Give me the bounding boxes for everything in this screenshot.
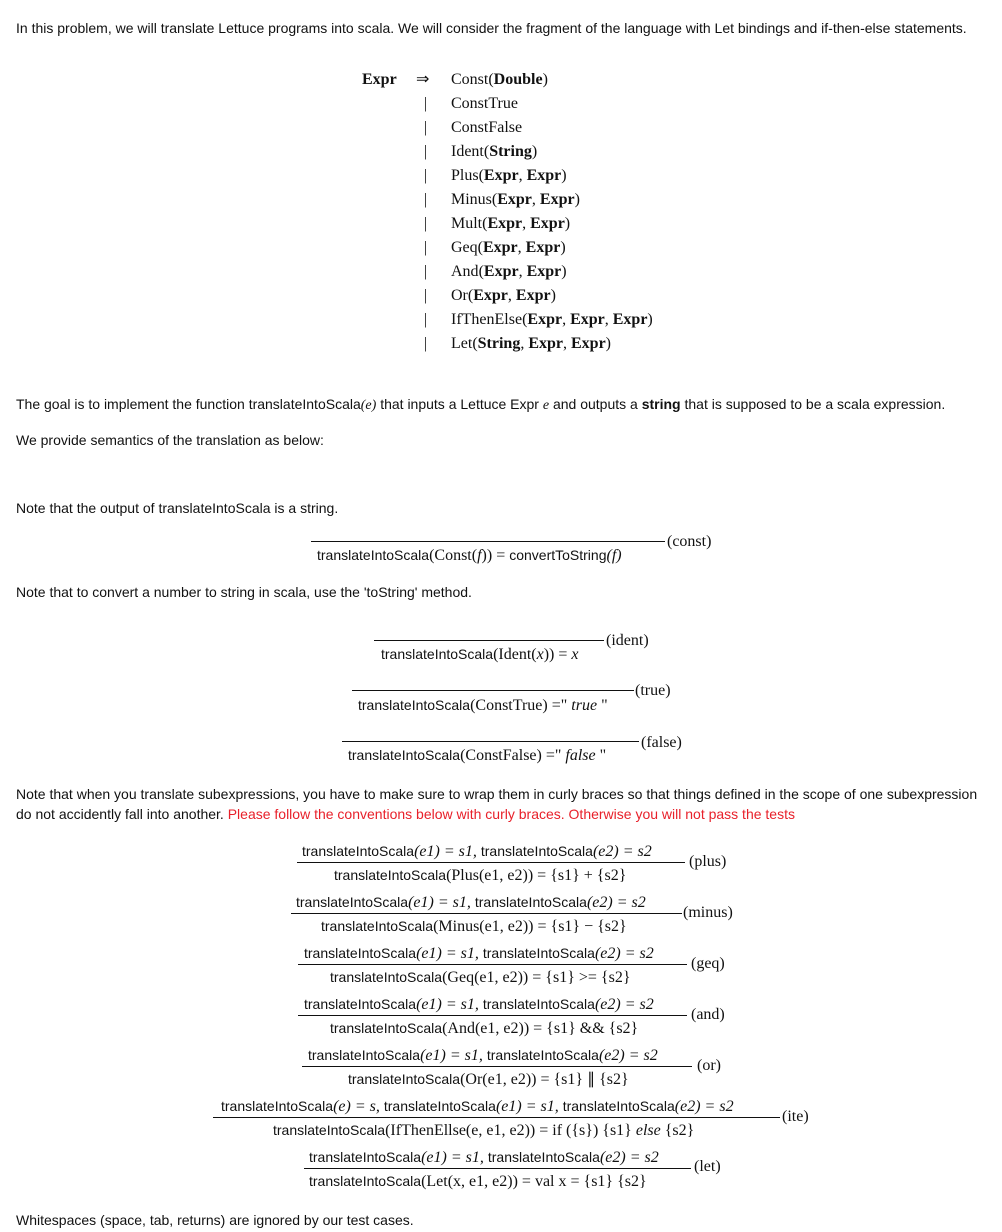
rule-tag: (minus) xyxy=(683,904,733,921)
rule-conclusion: translateIntoScala(Plus(e1, e2)) = {s1} + {s2} xyxy=(334,867,627,884)
rule-premise: translateIntoScala(e1) = s1, translateIntoScala(e2) = s2 xyxy=(309,1149,659,1166)
rule-conclusion: translateIntoScala(Const(f)) = convertToString(f) xyxy=(317,547,622,564)
rule-line xyxy=(311,541,665,542)
rule-tag: (true) xyxy=(635,682,671,699)
grammar-production: Let(String, Expr, Expr) xyxy=(451,335,611,352)
rule-tag: (false) xyxy=(641,734,682,751)
rule-line xyxy=(298,964,687,965)
rule-line xyxy=(213,1117,780,1118)
rule-conclusion: translateIntoScala(And(e1, e2)) = {s1} && {s2} xyxy=(330,1020,639,1037)
grammar-bar: | xyxy=(424,263,428,280)
intro-text: In this problem, we will translate Lettuce programs into scala. We will consider the fragment of the language with Let bindings and if-then-else statements. xyxy=(16,20,967,36)
grammar-production: Mult(Expr, Expr) xyxy=(451,215,571,232)
rule-conclusion: translateIntoScala(ConstFalse) =" false " xyxy=(348,747,607,764)
grammar-production: ConstTrue xyxy=(451,95,518,112)
rule-premise: translateIntoScala(e) = s, translateIntoScala(e1) = s1, translateIntoScala(e2) = s2 xyxy=(221,1098,734,1115)
grammar-production: IfThenElse(Expr, Expr, Expr) xyxy=(451,311,653,328)
grammar-bar: | xyxy=(424,335,428,352)
rule-conclusion: translateIntoScala(Geq(e1, e2)) = {s1} >= {s2} xyxy=(330,969,631,986)
rule-tag: (let) xyxy=(694,1158,721,1175)
rule-premise: translateIntoScala(e1) = s1, translateIntoScala(e2) = s2 xyxy=(302,843,652,860)
rule-line xyxy=(302,1066,692,1067)
grammar-lhs: Expr xyxy=(362,71,397,88)
rule-conclusion: translateIntoScala(Minus(e1, e2)) = {s1} − {s2} xyxy=(321,918,627,935)
rule-tag: (ident) xyxy=(606,632,649,649)
goal-text: The goal is to implement the function translateIntoScala(e) that inputs a Lettuce Expr e and outputs a string that is supposed to be a scala expression. xyxy=(16,396,946,413)
grammar-production: And(Expr, Expr) xyxy=(451,263,567,280)
grammar-bar: | xyxy=(424,191,428,208)
rule-line xyxy=(352,690,634,691)
grammar-production: Ident(String) xyxy=(451,143,538,160)
rule-premise: translateIntoScala(e1) = s1, translateIntoScala(e2) = s2 xyxy=(296,894,646,911)
grammar-bar: | xyxy=(424,311,428,328)
rule-line xyxy=(374,640,604,641)
grammar-production: Minus(Expr, Expr) xyxy=(451,191,580,208)
grammar-production: Plus(Expr, Expr) xyxy=(451,167,567,184)
grammar-bar: | xyxy=(424,119,428,136)
rule-tag: (and) xyxy=(691,1006,725,1023)
grammar-production: Or(Expr, Expr) xyxy=(451,287,556,304)
grammar-production: ConstFalse xyxy=(451,119,523,136)
rule-tag: (or) xyxy=(697,1057,721,1074)
rule-conclusion: translateIntoScala(ConstTrue) =" true " xyxy=(358,697,608,714)
grammar-bar: | xyxy=(424,239,428,256)
braces-note: Note that when you translate subexpressions, you have to make sure to wrap them in curly braces so that things defined in the scope of one subexpression do not accidently fall into another. Please follow the conventions below with curly braces. Otherwise you will not pass the tests xyxy=(16,786,978,822)
grammar-production: Const(Double) xyxy=(451,71,548,88)
rule-premise: translateIntoScala(e1) = s1, translateIntoScala(e2) = s2 xyxy=(308,1047,658,1064)
grammar-arrow: ⇒ xyxy=(416,71,430,88)
rule-tag: (geq) xyxy=(691,955,725,972)
grammar-bar: | xyxy=(424,143,428,160)
rule-line xyxy=(298,1015,687,1016)
rule-line xyxy=(342,741,639,742)
grammar-bar: | xyxy=(424,167,428,184)
semantics-note: We provide semantics of the translation as below: xyxy=(16,432,324,448)
rule-premise: translateIntoScala(e1) = s1, translateIntoScala(e2) = s2 xyxy=(304,996,654,1013)
grammar-bar: | xyxy=(424,287,428,304)
rule-line xyxy=(297,862,685,863)
rule-line xyxy=(304,1168,691,1169)
tostring-note: Note that to convert a number to string in scala, use the 'toString' method. xyxy=(16,584,472,600)
whitespace-note: Whitespaces (space, tab, returns) are ignored by our test cases. xyxy=(16,1212,414,1228)
warning-text: Please follow the conventions below with curly braces. Otherwise you will not pass the tests xyxy=(227,806,795,822)
grammar-production: Geq(Expr, Expr) xyxy=(451,239,566,256)
rule-conclusion: translateIntoScala(IfThenEllse(e, e1, e2)) = if ({s}) {s1} else {s2} xyxy=(273,1122,695,1139)
rule-line xyxy=(291,913,682,914)
rule-conclusion: translateIntoScala(Or(e1, e2)) = {s1} ∥ {s2} xyxy=(348,1071,629,1088)
output-note: Note that the output of translateIntoScala is a string. xyxy=(16,500,339,516)
rule-tag: (plus) xyxy=(689,853,727,870)
rule-tag: (ite) xyxy=(782,1108,809,1125)
rule-tag: (const) xyxy=(667,533,712,550)
rule-premise: translateIntoScala(e1) = s1, translateIntoScala(e2) = s2 xyxy=(304,945,654,962)
grammar-bar: | xyxy=(424,215,428,232)
rule-conclusion: translateIntoScala(Let(x, e1, e2)) = val x = {s1} {s2} xyxy=(309,1173,647,1190)
rule-conclusion: translateIntoScala(Ident(x)) = x xyxy=(381,646,579,663)
grammar-bar: | xyxy=(424,95,428,112)
